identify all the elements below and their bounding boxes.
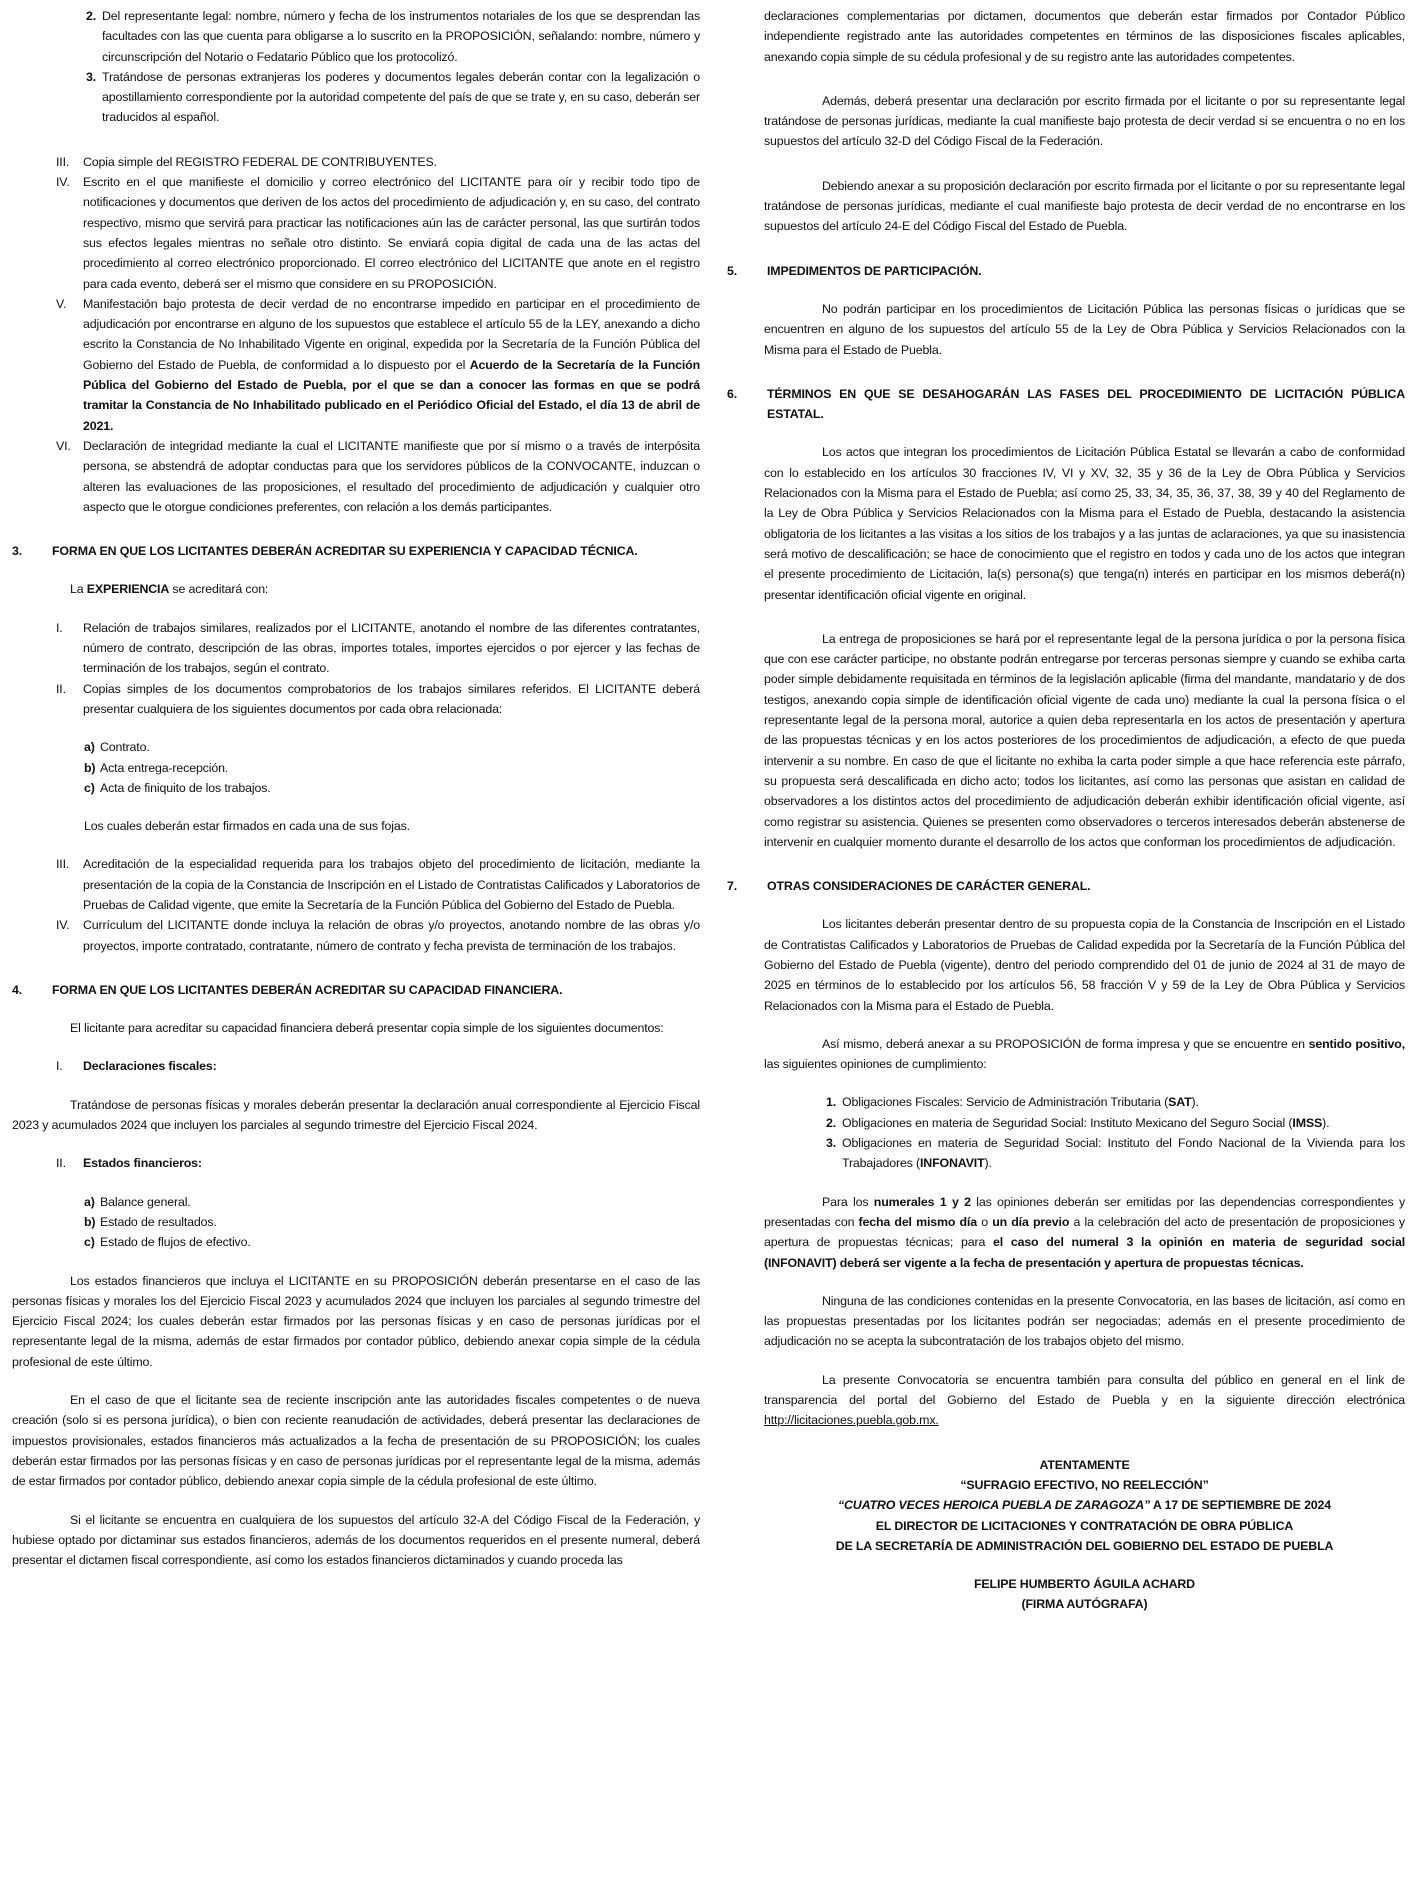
list-item: b) Estado de resultados. xyxy=(84,1214,217,1229)
experience-intro: La EXPERIENCIA se acreditará con: xyxy=(70,582,269,597)
closing-place-date: “CUATRO VECES HEROICA PUEBLA DE ZARAGOZA” A 17 DE SEPTIEMBRE DE 2024 xyxy=(837,1498,1332,1513)
signer-title: EL DIRECTOR DE LICITACIONES Y CONTRATACIÓN DE OBRA PÚBLICA xyxy=(875,1518,1294,1533)
documents-note: Los cuales deberán estar firmados en cada una de sus fojas. xyxy=(84,819,410,834)
closing-line: ATENTAMENTE xyxy=(1039,1457,1130,1472)
list-item: c) Estado de flujos de efectivo. xyxy=(84,1235,251,1250)
paragraph: La entrega de proposiciones se hará por el representante legal de la persona jurídica o por la persona física que con ese carácter participe, no obstante podrán entregarse por terceras personas siempre y cuando se exhiba carta poder simple debidamente requisitada en términos de la legislación aplicable (firma del mandante, mandatario y de dos testigos, anexando copia simple de identificación oficial vigente de cada uno) mediante la cual la persona física o el representante legal de la persona moral, autorice a quien deba representarla en los actos de presentación y apertura de las propuestas técnicas y en los actos posteriores de los procedimientos de adjudicación, a efecto de que pueda intervenir a su nombre. En caso de que el licitante no exhiba la carta poder simple a que hace referencia este párrafo, su propuesta será descalificada en dicho acto; todos los licitantes, así como las personas que asistan en calidad de observadores a los distintos actos del procedimiento de adjudicación deberán exhibir identificación oficial vigente, así como registrar su asistencia. Quienes se presenten como observadores o terceros interesados deberán abstenerse de intervenir en cualquier momento durante el desarrollo de los actos que conforman los procedimientos de adjudicación. xyxy=(764,631,1405,849)
signature-block xyxy=(727,1455,1405,1615)
financial-intro: El licitante para acreditar su capacidad financiera deberá presentar copia simple de los siguientes documentos: xyxy=(70,1021,664,1036)
left-column xyxy=(12,6,700,1570)
compliance-list xyxy=(727,1092,1405,1173)
paragraph: Los estados financieros que incluya el LICITANTE en su PROPOSICIÓN deberán presentarse en el caso de las personas físicas y morales los del Ejercicio Fiscal 2023 y acumulados 2024 que incluyen los parciales al segundo trimestre del Ejercicio Fiscal 2024; los cuales deberán estar firmados por las personas físicas y en caso de personas jurídicas por el representante legal de la misma, además de estar firmados por contador público, debiendo anexar copia simple de la cédula profesional de este último. xyxy=(12,1273,700,1369)
paragraph: La presente Convocatoria se encuentra también para consulta del público en general en el link de transparencia del portal del Gobierno del Estado de Puebla y en la siguiente dirección electrónica http://licitaciones.puebla.gob.mx. xyxy=(764,1372,1405,1428)
list-item: IV. Currículum del LICITANTE donde incluya la relación de obras y/o proyectos, anotando nombre de las obras y/o proyectos, importe contratado, contratante, número de contrato y fecha prevista de terminación de los trabajos. xyxy=(56,918,700,953)
list-item: b) Acta entrega-recepción. xyxy=(84,760,229,775)
fiscal-declarations-text: Tratándose de personas físicas y morales deberán presentar la declaración anual correspondiente al Ejercicio Fiscal 2023 y acumulados 2024 que incluyen los parciales al segundo trimestre del Ejercicio Fiscal 2024. xyxy=(12,1097,700,1133)
list-item: a) Balance general. xyxy=(84,1194,191,1209)
section-3-heading: 3. FORMA EN QUE LOS LICITANTES DEBERÁN ACREDITAR SU EXPERIENCIA Y CAPACIDAD TÉCNICA. xyxy=(12,544,638,559)
list-item: IV. Escrito en el que manifieste el domicilio y correo electrónico del LICITANTE para oír y recibir todo tipo de notificaciones y documentos que deriven de los actos del procedimiento de adjudicación y, en su caso, del contrato respectivo, mismo que servirá para practicar las notificaciones aún las de carácter personal, las que surtirán todos sus efectos legales mientras no señale otro distinto. Se enviará copia digital de cada una de las actas del procedimiento al correo electrónico proporcionado. El correo electrónico del LICITANTE que anote en el registro para cada evento, deberá ser el mismo que considere en su PROPOSICIÓN. xyxy=(56,175,700,291)
transparency-link[interactable]: http://licitaciones.puebla.gob.mx. xyxy=(764,1413,939,1428)
signer-office: DE LA SECRETARÍA DE ADMINISTRACIÓN DEL GOBIERNO DEL ESTADO DE PUEBLA xyxy=(835,1538,1334,1553)
list-item: III. Copia simple del REGISTRO FEDERAL DE CONTRIBUYENTES. xyxy=(56,154,437,169)
paragraph: Los actos que integran los procedimientos de Licitación Pública Estatal se llevarán a cabo de conformidad con lo establecido en los artículos 30 fracciones IV, VI y XV, 32, 35 y 36 de la Ley de Obra Pública y Servicios Relacionados con la Misma para el Estado de Puebla; así como 25, 33, 34, 35, 36, 37, 38, 39 y 40 del Reglamento de la Ley de Obra Pública y Servicios Relacionados con la Misma para el Estado de Puebla, destacando la asistencia obligatoria de los licitantes a las visitas a los sitios de los trabajos y a las juntas de aclaraciones, ya que su inasistencia será motivo de descalificación; se hace de conocimiento que el registro en todos y cada uno de los actos que integran el presente procedimiento de Licitación, la(s) persona(s) que tenga(n) interés en participar en los mismos deberá(n) presentar identificación oficial vigente en original. xyxy=(764,445,1405,602)
signer-name: FELIPE HUMBERTO ÁGUILA ACHARD xyxy=(974,1577,1195,1592)
section-5-heading: 5. IMPEDIMENTOS DE PARTICIPACIÓN. xyxy=(727,263,982,278)
paragraph: declaraciones complementarias por dictamen, documentos que deberán estar firmados por Contador Público independiente registrado ante las autoridades competentes en términos de las disposiciones fiscales aplicables, anexando copia simple de su cédula profesional y de su registro ante las autoridades competentes. xyxy=(764,9,1405,64)
list-item: a) Contrato. xyxy=(84,740,150,755)
documents-list xyxy=(12,737,700,798)
section-7-heading: 7. OTRAS CONSIDERACIONES DE CARÁCTER GENERAL. xyxy=(727,879,1091,894)
closing-motto: “SUFRAGIO EFECTIVO, NO REELECCIÓN” xyxy=(960,1477,1209,1492)
requirements-list xyxy=(12,152,700,517)
paragraph: Además, deberá presentar una declaración por escrito firmada por el licitante o por su representante legal tratándose de personas jurídicas, mediante la cual manifieste bajo protesta de decir verdad si se encuentra o no en los supuestos del artículo 32-D del Código Fiscal de la Federación. xyxy=(764,93,1405,149)
list-item: I. Relación de trabajos similares, realizados por el LICITANTE, anotando el nombre de las diferentes contratantes, número de contrato, descripción de las obras, importes totales, importes ejercidos o por ejercer y las fechas de terminación de los trabajos, según el contrato. xyxy=(56,620,700,676)
list-item: III. Acreditación de la especialidad requerida para los trabajos objeto del procedimiento de licitación, mediante la presentación de la copia de la Constancia de Inscripción en el Listado de Contratistas Calificados y Laboratorios de Pruebas de Calidad vigente, que emite la Secretaría de la Función Pública del Gobierno del Estado de Puebla. xyxy=(56,857,700,912)
paragraph: Debiendo anexar a su proposición declaración por escrito firmada por el licitante o por su representante legal tratándose de personas jurídicas, mediante el cual manifieste bajo protesta de decir verdad de no encontrarse en los supuestos del artículo 24-E del Código Fiscal del Estado de Puebla. xyxy=(764,178,1405,234)
subsection-heading: I. Declaraciones fiscales: xyxy=(56,1059,217,1074)
paragraph: No podrán participar en los procedimientos de Licitación Pública las personas físicas o jurídicas que se encuentren en alguno de los supuestos del artículo 55 de la Ley de Obra Pública y Servicios Relacionados con la Misma para el Estado de Puebla. xyxy=(764,301,1405,357)
paragraph: Si el licitante se encuentra en cualquiera de los supuestos del artículo 32-A del Código Fiscal de la Federación, y hubiese optado por dictaminar sus estados financieros, además de los documentos requeridos en el presente numeral, deberá presentar el dictamen fiscal correspondiente, así como los estados financieros dictaminados y cuando proceda las xyxy=(12,1512,700,1568)
paragraph: Para los numerales 1 y 2 las opiniones deberán ser emitidas por las dependencias correspondientes y presentadas con fecha del mismo día o un día previo a la celebración del acto de presentación de proposiciones y apertura de propuestas técnicas; para el caso del numeral 3 la opinión en materia de seguridad social (INFONAVIT) deberá ser vigente a la fecha de presentación y apertura de propuestas técnicas. xyxy=(764,1194,1406,1270)
list-item: 3. Obligaciones en materia de Seguridad Social: Instituto del Fondo Nacional de la Vivienda para los Trabajadores (INFONAVIT). xyxy=(826,1136,1405,1171)
list-item: V. Manifestación bajo protesta de decir verdad de no encontrarse impedido en participar en el procedimiento de adjudicación por encontrarse en alguno de los supuestos que establece el artículo 55 de la LEY, anexando a dicho escrito la Constancia de No Inhabilitado Vigente en original, expedida por la Secretaría de la Función Pública del Gobierno del Estado de Puebla, de conformidad a lo dispuesto por el Acuerdo de la Secretaría de la Función Pública del Gobierno del Estado de Puebla, por el que se dan a conocer las formas en que se podrá tramitar la Constancia de No Inhabilitado publicado en el Periódico Oficial del Estado, el día 13 de abril de 2021. xyxy=(56,296,700,433)
list-item: 2. Del representante legal: nombre, número y fecha de los instrumentos notariales de los que se desprendan las facultades con las que cuenta para obligarse a lo suscrito en la PROPOSICIÓN, señalando: nombre, número y circunscripción del Notario o Fedatario Público que los protocolizó. xyxy=(86,9,700,64)
list-item: c) Acta de finiquito de los trabajos. xyxy=(84,780,271,795)
legal-rep-list xyxy=(12,6,700,128)
section-6-heading: 6. TÉRMINOS EN QUE SE DESAHOGARÁN LAS FASES DEL PROCEDIMIENTO DE LICITACIÓN PÚBLICA ESTATAL. xyxy=(727,386,1405,422)
list-item: II. Copias simples de los documentos comprobatorios de los trabajos similares referidos. El LICITANTE deberá presentar cualquiera de los siguientes documentos por cada obra relacionada: xyxy=(56,681,700,716)
list-item: 2. Obligaciones en materia de Seguridad Social: Instituto Mexicano del Seguro Social (IMSS). xyxy=(826,1115,1330,1130)
paragraph: En el caso de que el licitante sea de reciente inscripción ante las autoridades fiscales competentes o de nueva creación (solo si es persona jurídica), o bien con reciente reanudación de actividades, deberá presentar las declaraciones de impuestos provisionales, estados financieros más actualizados a la fecha de presentación de su PROPOSICIÓN; los cuales deberán estar firmados por las personas físicas y en caso de personas jurídicas por el representante legal de la misma, además de estar firmados por contador público, debiendo anexar copia simple de la cédula profesional de este último. xyxy=(12,1393,700,1489)
signature-note: (FIRMA AUTÓGRAFA) xyxy=(1021,1597,1148,1612)
list-item: VI. Declaración de integridad mediante la cual el LICITANTE manifieste que por sí mismo o a través de interpósita persona, se abstendrá de adoptar conductas para que los servidores públicos de la CONVOCANTE, induzcan o alteren las evaluaciones de las proposiciones, el resultado del procedimiento de adjudicación y cualquier otro aspecto que le otorgue condiciones preferentes, con relación a los demás participantes. xyxy=(56,438,700,514)
financial-statements-list xyxy=(12,1192,700,1253)
section-4-heading: 4. FORMA EN QUE LOS LICITANTES DEBERÁN ACREDITAR SU CAPACIDAD FINANCIERA. xyxy=(12,982,563,997)
list-item: 1. Obligaciones Fiscales: Servicio de Administración Tributaria (SAT). xyxy=(826,1095,1199,1110)
paragraph: Los licitantes deberán presentar dentro de su propuesta copia de la Constancia de Inscripción en el Listado de Contratistas Calificados y Laboratorios de Pruebas de Calidad expedida por la Secretaría de la Función Pública del Gobierno del Estado de Puebla (vigente), dentro del periodo comprendido del 01 de junio de 2024 al 31 de mayo de 2025 en términos de lo establecido por los artículos 56, 58 fracción V y 59 de la Ley de Obra Pública y Servicios Relacionados con la Misma para el Estado de Puebla. xyxy=(764,917,1405,1013)
paragraph: Así mismo, deberá anexar a su PROPOSICIÓN de forma impresa y que se encuentre en sentido positivo, las siguientes opiniones de cumplimiento: xyxy=(764,1036,1405,1072)
paragraph: Ninguna de las condiciones contenidas en la presente Convocatoria, en las bases de licitación, así como en las propuestas presentadas por los licitantes podrán ser negociadas; además en el presente procedimiento de adjudicación no se acepta la subcontratación de los trabajos objeto del mismo. xyxy=(764,1293,1405,1349)
right-column xyxy=(727,6,1405,1615)
list-item: 3. Tratándose de personas extranjeras los poderes y documentos legales deberán contar con la legalización o apostillamiento correspondiente por la autoridad competente del país de que se trate y, en su caso, deberán ser traducidos al español. xyxy=(86,69,700,125)
subsection-heading: II. Estados financieros: xyxy=(56,1156,202,1171)
